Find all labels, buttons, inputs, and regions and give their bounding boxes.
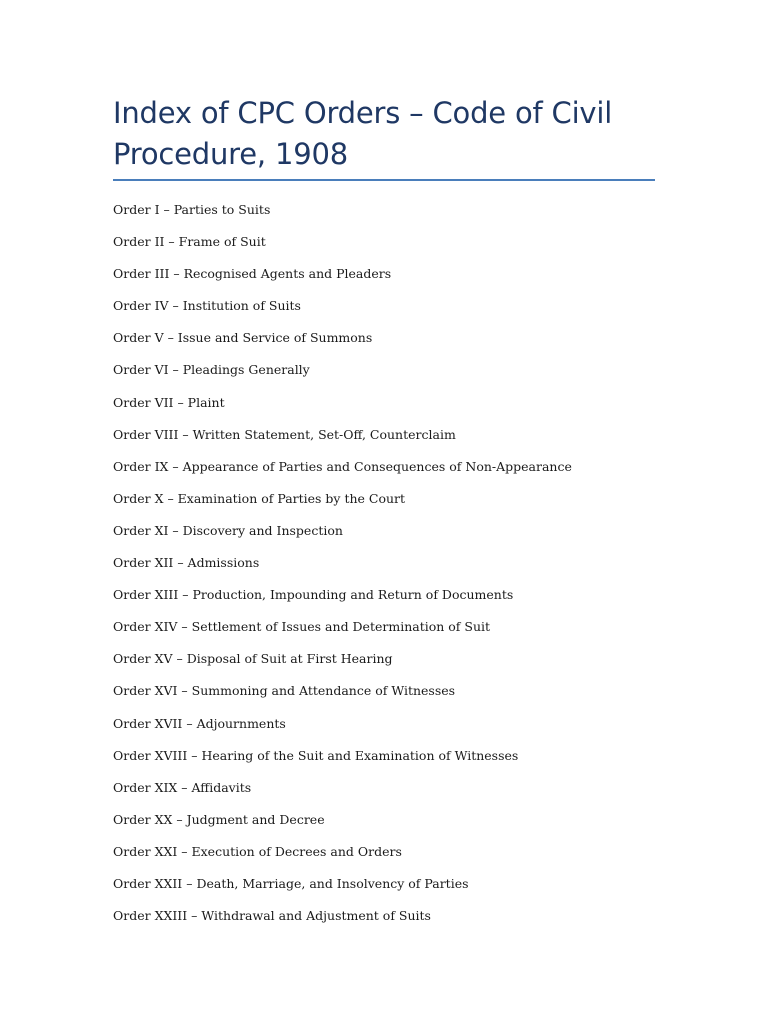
order-item-11: Order XI – Discovery and Inspection <box>113 522 343 538</box>
order-item-15: Order XV – Disposal of Suit at First Hearing <box>113 651 393 667</box>
order-item-1: Order I – Parties to Suits <box>113 202 271 217</box>
order-item-9: Order IX – Appearance of Parties and Consequences of Non-Appearance <box>113 458 572 474</box>
order-item-14: Order XIV – Settlement of Issues and Determination of Suit <box>113 619 491 635</box>
order-item-8: Order VIII – Written Statement, Set-Off, Counterclaim <box>113 426 456 442</box>
order-item-16: Order XVI – Summoning and Attendance of Witnesses <box>113 683 456 699</box>
order-item-23: Order XXIII – Withdrawal and Adjustment of Suits <box>113 908 431 924</box>
order-item-10: Order X – Examination of Parties by the Court <box>113 490 406 506</box>
order-item-13: Order XIII – Production, Impounding and Return of Documents <box>113 587 514 603</box>
order-item-20: Order XX – Judgment and Decree <box>113 811 325 827</box>
order-item-7: Order VII – Plaint <box>113 394 225 410</box>
order-item-5: Order V – Issue and Service of Summons <box>113 330 373 346</box>
order-item-3: Order III – Recognised Agents and Pleaders <box>113 266 392 282</box>
title-underline-rule <box>113 179 655 181</box>
order-item-18: Order XVIII – Hearing of the Suit and Examination of Witnesses <box>113 747 519 763</box>
order-item-22: Order XXII – Death, Marriage, and Insolvency of Parties <box>113 875 469 891</box>
order-item-6: Order VI – Pleadings Generally <box>113 362 310 378</box>
order-item-17: Order XVII – Adjournments <box>113 715 286 731</box>
order-item-19: Order XIX – Affidavits <box>113 779 252 795</box>
order-item-21: Order XXI – Execution of Decrees and Orders <box>113 843 402 859</box>
order-item-4: Order IV – Institution of Suits <box>113 298 301 314</box>
page-title: Index of CPC Orders – Code of Civil Procedure, 1908 <box>113 96 613 171</box>
order-item-12: Order XII – Admissions <box>113 555 260 571</box>
order-item-2: Order II – Frame of Suit <box>113 234 266 250</box>
title-block <box>113 93 655 175</box>
order-list <box>113 200 673 938</box>
